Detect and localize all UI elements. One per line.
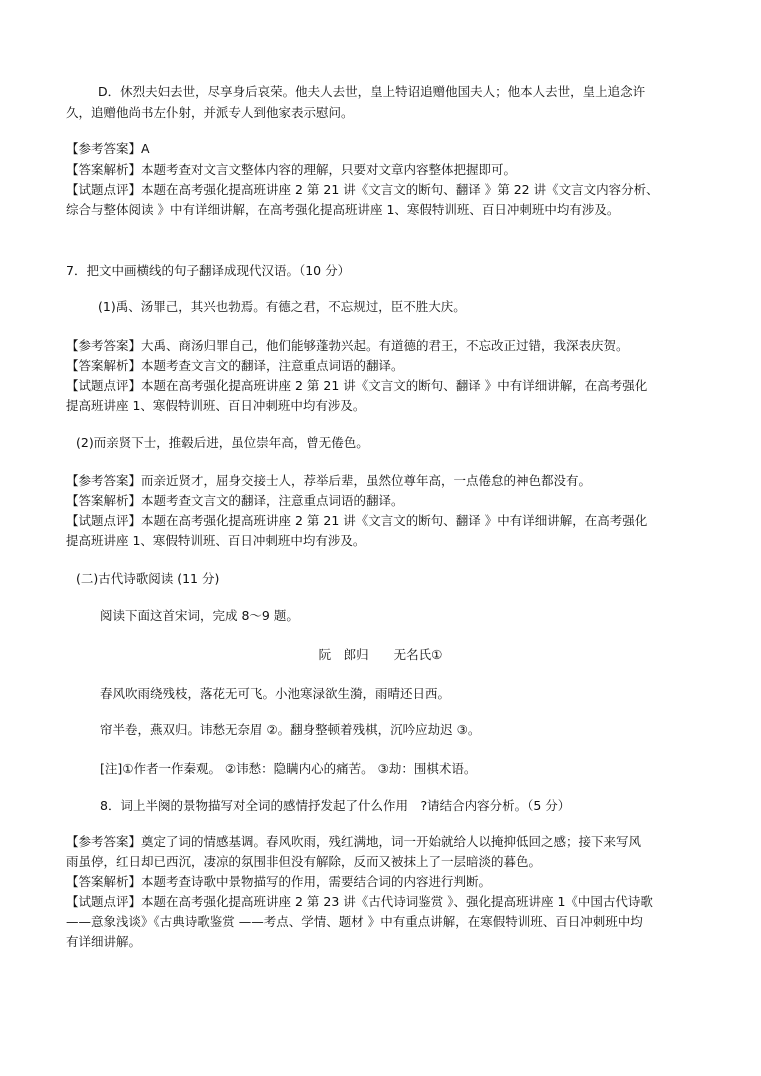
q7-1-analysis: 【答案解析】本题考查文言文的翻译，注意重点词语的翻译。 [66, 358, 404, 373]
q6-comment-line-2: 综合与整体阅读 》中有详细讲解，在高考强化提高班讲座 1、寒假特训班、百日冲刺班中均有涉及。 [66, 202, 620, 217]
q6-analysis: 【答案解析】本题考查对文言文整体内容的理解，只要对文章内容整体把握即可。 [66, 162, 517, 177]
q8-analysis: 【答案解析】本题考查诗歌中景物描写的作用，需要结合词的内容进行判断。 [66, 874, 492, 889]
poem-line-2: 帘半卷，燕双归。讳愁无奈眉 ②。翻身整顿着残棋，沉吟应劫迟 ③。 [100, 722, 481, 737]
q8-prompt: 8．词上半阕的景物描写对全词的感情抒发起了什么作用 ?请结合内容分析。（5 分） [100, 798, 571, 813]
q7-2-analysis: 【答案解析】本题考查文言文的翻译，注意重点词语的翻译。 [66, 493, 404, 508]
q7-1-comment-line-2: 提高班讲座 1、寒假特训班、百日冲刺班中均有涉及。 [66, 398, 366, 413]
q7-1-answer: 【参考答案】大禹、商汤归罪自己，他们能够蓬勃兴起。有道德的君王，不忘改正过错，我深表庆贺。 [66, 338, 629, 353]
poem-notes: [注]①作者一作秦观。 ②讳愁：隐瞒内心的痛苦。 ③劫：围棋术语。 [100, 761, 477, 776]
q8-comment-line-3: 有详细讲解。 [66, 934, 142, 949]
option-d-line-1: D．休烈夫妇去世，尽享身后哀荣。他夫人去世，皇上特诏追赠他国夫人；他本人去世，皇上追念许 [98, 84, 646, 99]
q6-answer: 【参考答案】A [66, 141, 150, 156]
poem-line-1: 春风吹雨绕残枝，落花无可飞。小池寒渌欲生漪，雨晴还日西。 [100, 686, 451, 701]
poetry-instruction: 阅读下面这首宋词，完成 8～9 题。 [100, 608, 299, 623]
q8-comment-line-1: 【试题点评】本题在高考强化提高班讲座 2 第 23 讲《古代诗词鉴赏 》、强化提高班讲座 1《中国古代诗歌 [66, 894, 653, 909]
q6-comment-line-1: 【试题点评】本题在高考强化提高班讲座 2 第 21 讲《文言文的断句、翻译 》第 22 讲《文言文内容分析、 [66, 182, 659, 197]
q7-2-answer: 【参考答案】而亲近贤才，屈身交接士人，荐举后辈，虽然位尊年高，一点倦怠的神色都没有。 [66, 473, 592, 488]
section-heading-poetry: (二)古代诗歌阅读 (11 分) [76, 571, 220, 586]
q7-sentence-1: (1)禹、汤罪己，其兴也勃焉。有德之君，不忘规过，臣不胜大庆。 [98, 299, 466, 314]
poem-title: 阮 郎归 无名氏① [318, 647, 443, 662]
q7-2-comment-line-1: 【试题点评】本题在高考强化提高班讲座 2 第 21 讲《文言文的断句、翻译 》中有详细讲解，在高考强化 [66, 513, 648, 528]
q7-1-comment-line-1: 【试题点评】本题在高考强化提高班讲座 2 第 21 讲《文言文的断句、翻译 》中有详细讲解，在高考强化 [66, 378, 648, 393]
q8-answer-line-2: 雨虽停，红日却已西沉，凄凉的氛围非但没有解除，反而又被抹上了一层暗淡的暮色。 [66, 854, 542, 869]
q8-answer-line-1: 【参考答案】奠定了词的情感基调。春风吹雨，残红满地，词一开始就给人以掩抑低回之感；接下来写风 [66, 834, 642, 849]
q7-sentence-2: (2)而亲贤下士，推毂后进，虽位崇年高，曾无倦色。 [76, 435, 369, 450]
q8-comment-line-2: ——意象浅谈》《古典诗歌鉴赏 ——考点、学情、题材 》中有重点讲解，在寒假特训班、百日冲刺班中均 [66, 914, 643, 929]
q7-2-comment-line-2: 提高班讲座 1、寒假特训班、百日冲刺班中均有涉及。 [66, 533, 366, 548]
q7-prompt: 7．把文中画横线的句子翻译成现代汉语。（10 分） [66, 263, 351, 278]
option-d-line-2: 久，追赠他尚书左仆射，并派专人到他家表示慰问。 [66, 105, 354, 120]
